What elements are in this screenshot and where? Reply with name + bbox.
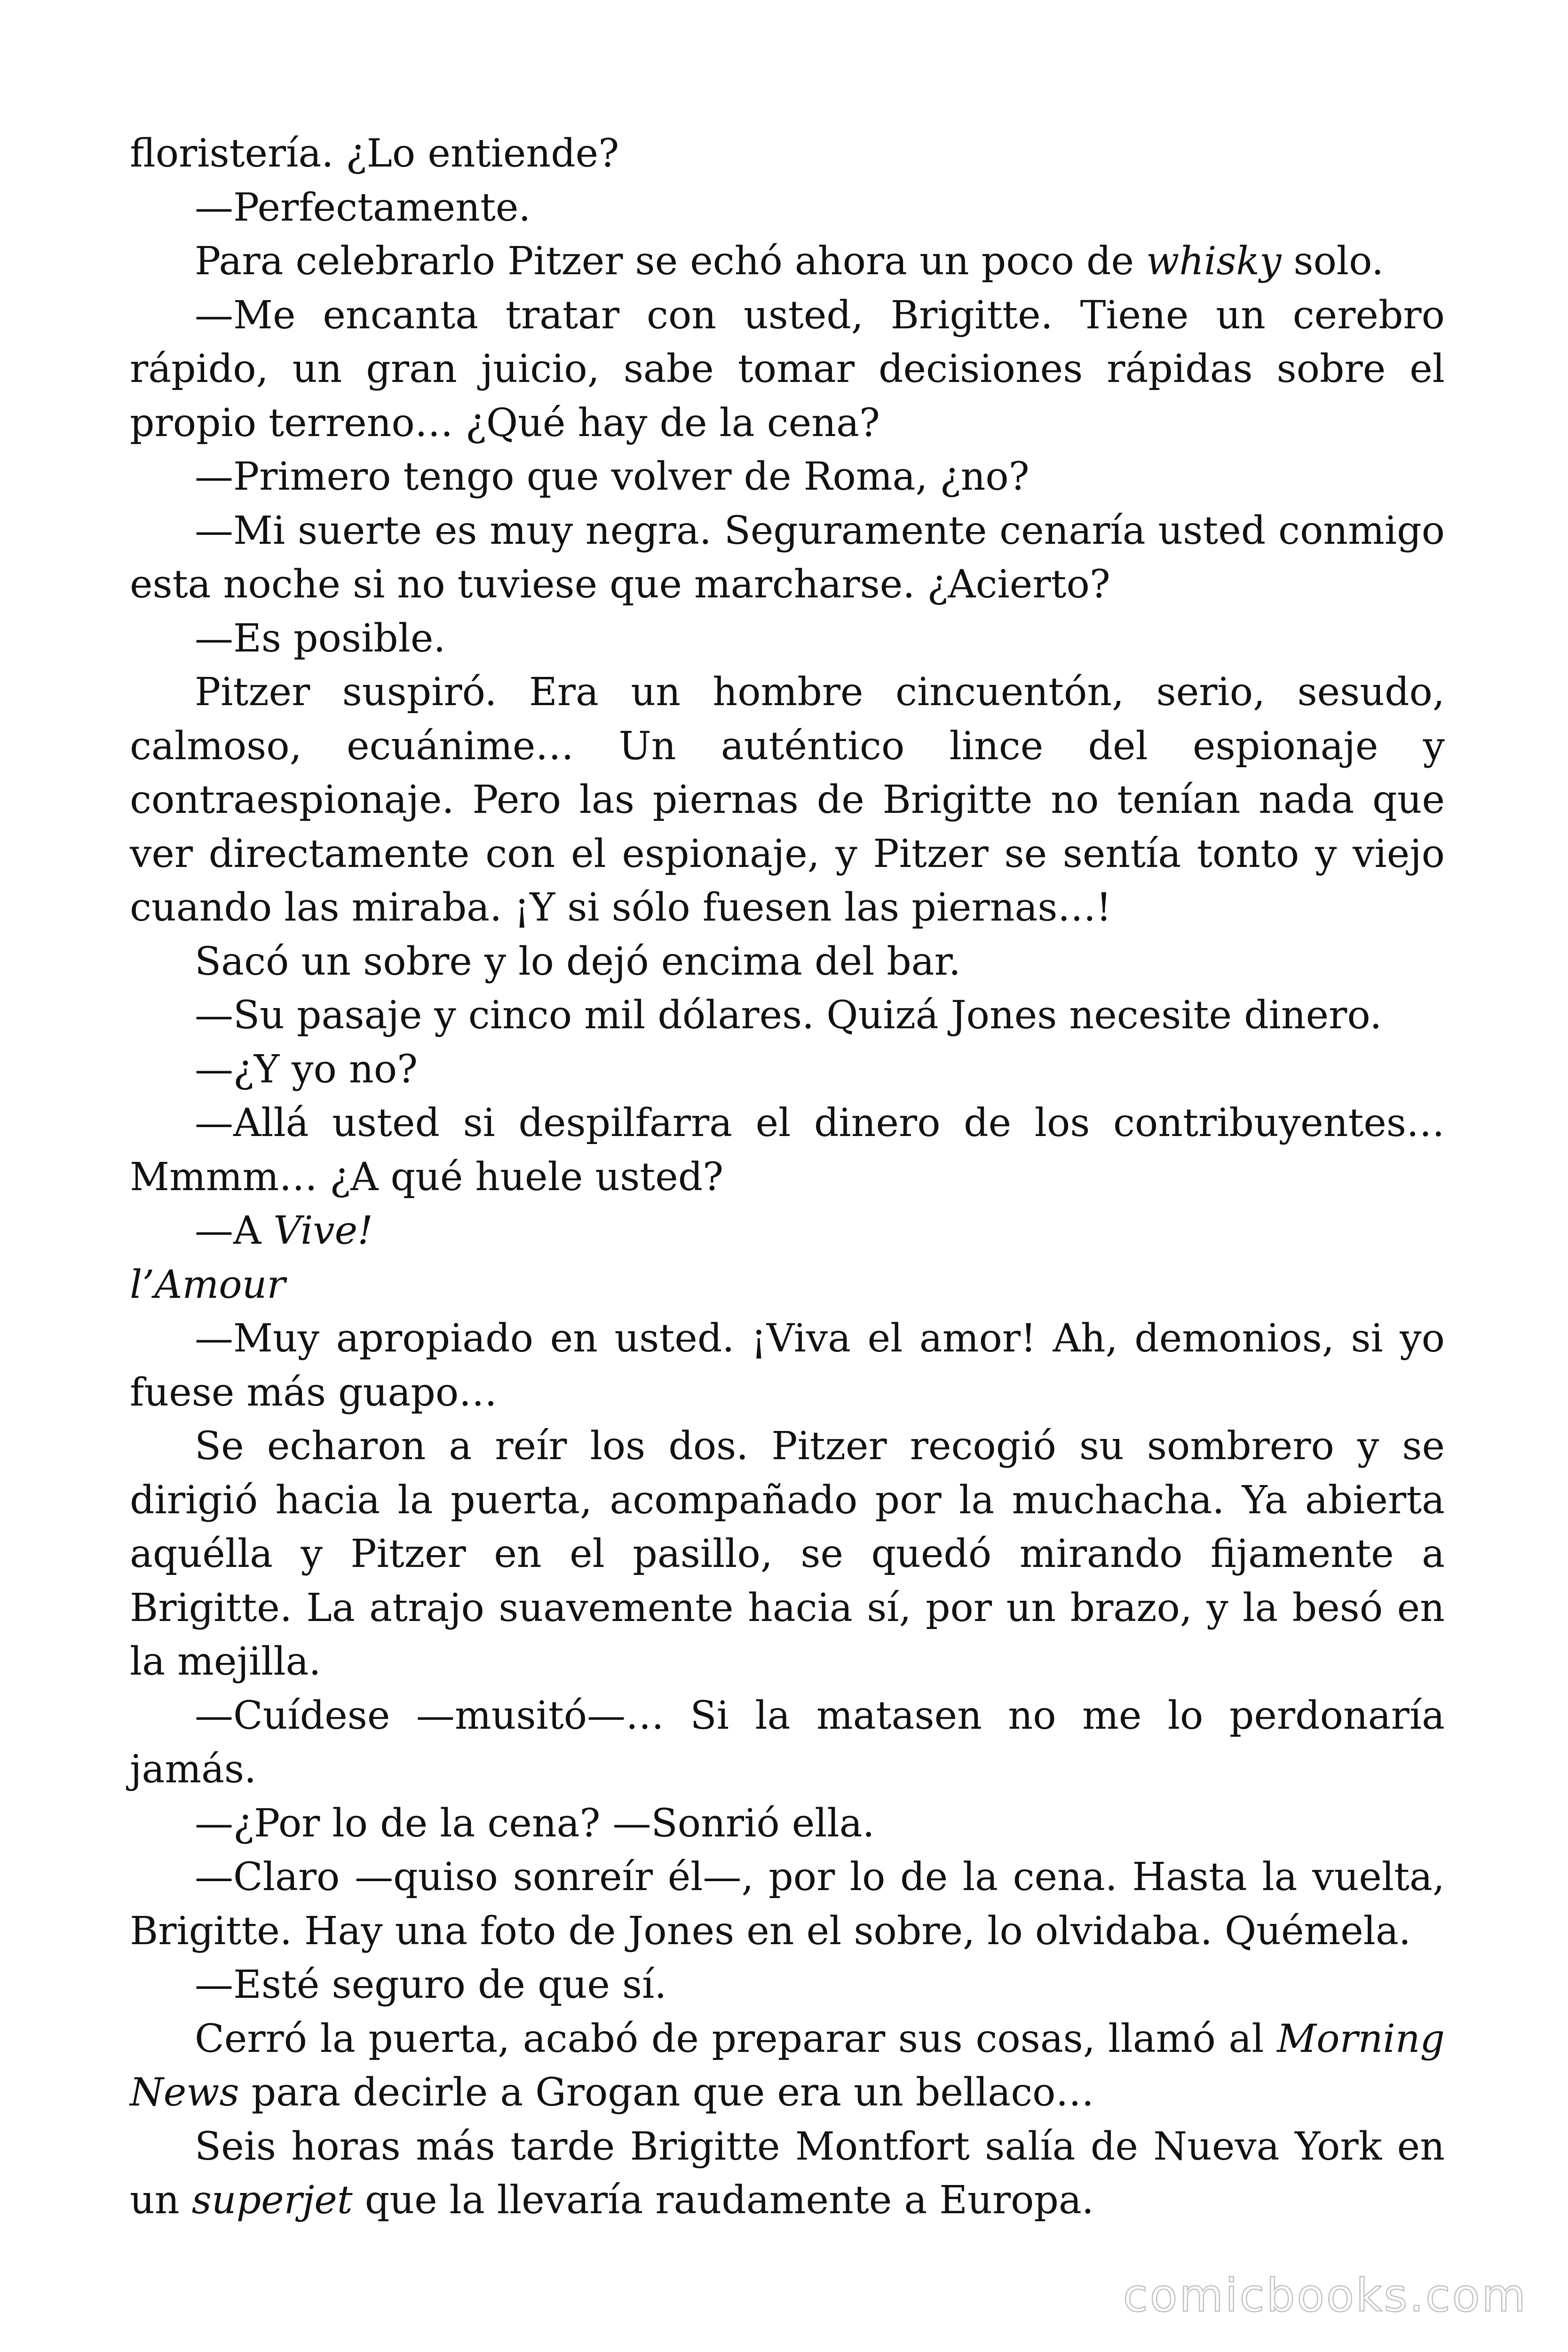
paragraph-text: —Esté seguro de que sí. <box>195 1963 667 2007</box>
paragraph-text: Para celebrarlo Pitzer se echó ahora un poco de <box>195 239 1147 284</box>
paragraph-text: Se echaron a reír los dos. Pitzer recogió su sombrero y se dirigió hacia la puerta, acompañado por la muchacha. Ya abierta aquélla y Pitzer en el pasillo, se quedó mirando fijamente a Brigitte. La atrajo suavemente hacia sí, por un brazo, y la besó en la mejilla. <box>130 1424 1445 1684</box>
paragraph-text: —Muy apropiado en usted. ¡Viva el amor! Ah, demonios, si yo fuese más guapo… <box>130 1316 1445 1415</box>
italic-text: Morning News <box>130 2016 1445 2115</box>
paragraph-text: —Es posible. <box>195 616 446 661</box>
paragraph-text: —Su pasaje y cinco mil dólares. Quizá Jones necesite dinero. <box>195 993 1382 1038</box>
paragraph <box>130 612 1445 666</box>
paragraph-text: —Allá usted si despilfarra el dinero de los contribuyentes… Mmmm… ¿A qué huele usted? <box>130 1101 1445 1200</box>
paragraph <box>130 1689 1445 1797</box>
paragraph-text: Seis horas más tarde Brigitte Montfort salía de Nueva York en un <box>130 2124 1445 2223</box>
paragraph-text: Cerró la puerta, acabó de preparar sus cosas, llamó al <box>195 2016 1277 2061</box>
paragraph <box>130 989 1445 1043</box>
paragraph <box>130 1043 1445 1097</box>
paragraph <box>130 289 1445 451</box>
paragraph-text: —Perfectamente. <box>195 185 531 230</box>
paragraph <box>130 181 1445 235</box>
paragraph <box>130 2120 1445 2228</box>
italic-text: Vive! <box>273 1208 373 1253</box>
paragraph <box>130 1204 1445 1258</box>
paragraph <box>130 1312 1445 1420</box>
paragraph-text: solo. <box>1281 239 1384 284</box>
paragraph <box>130 1797 1445 1851</box>
paragraph-text: que la llevaría raudamente a Europa. <box>352 2178 1094 2223</box>
paragraph-text: —¿Y yo no? <box>195 1047 418 1092</box>
paragraph-text: —Me encanta tratar con usted, Brigitte. Tiene un cerebro rápido, un gran juicio, sabe tomar decisiones rápidas sobre el propio terreno… ¿Qué hay de la cena? <box>130 293 1445 445</box>
paragraph <box>130 1258 1445 1312</box>
paragraph <box>130 666 1445 935</box>
paragraph <box>130 1851 1445 1958</box>
paragraph-text: —Cuídese —musitó—… Si la matasen no me lo perdonaría jamás. <box>130 1693 1445 1792</box>
paragraph <box>130 1420 1445 1689</box>
italic-text: whisky <box>1146 239 1282 284</box>
book-page-body <box>130 127 1445 2228</box>
paragraph-text: Sacó un sobre y lo dejó encima del bar. <box>195 939 961 984</box>
paragraph <box>130 2012 1445 2120</box>
paragraph-text: —Claro —quiso sonreír él—, por lo de la cena. Hasta la vuelta, Brigitte. Hay una foto de Jones en el sobre, lo olvidaba. Quémela. <box>130 1855 1445 1954</box>
paragraph <box>130 1958 1445 2012</box>
paragraph-text: —Primero tengo que volver de Roma, ¿no? <box>195 454 1029 499</box>
paragraph <box>130 127 1445 181</box>
paragraph-text: floristería. ¿Lo entiende? <box>130 131 619 176</box>
paragraph <box>130 504 1445 612</box>
paragraph <box>130 1097 1445 1204</box>
watermark-logo: comicbooks.com <box>1123 2269 1528 2322</box>
paragraph <box>130 450 1445 504</box>
paragraph-text: —Mi suerte es muy negra. Seguramente cenaría usted conmigo esta noche si no tuviese que marcharse. ¿Acierto? <box>130 508 1445 607</box>
paragraph-text: Pitzer suspiró. Era un hombre cincuentón, serio, sesudo, calmoso, ecuánime… Un auténtico lince del espionaje y contraespionaje. Pero las piernas de Brigitte no tenían nada que ver directamente con el espionaje, y Pitzer se sentía tonto y viejo cuando las miraba. ¡Y si sólo fuesen las piernas…! <box>130 670 1445 930</box>
italic-text: l’Amour <box>130 1262 285 1307</box>
paragraph-text: para decirle a Grogan que era un bellaco… <box>239 2070 1094 2115</box>
paragraph-text: —¿Por lo de la cena? —Sonrió ella. <box>195 1801 875 1846</box>
paragraph-text: —A <box>195 1208 274 1253</box>
paragraph <box>130 935 1445 989</box>
paragraph <box>130 235 1445 289</box>
italic-text: superjet <box>191 2178 353 2223</box>
